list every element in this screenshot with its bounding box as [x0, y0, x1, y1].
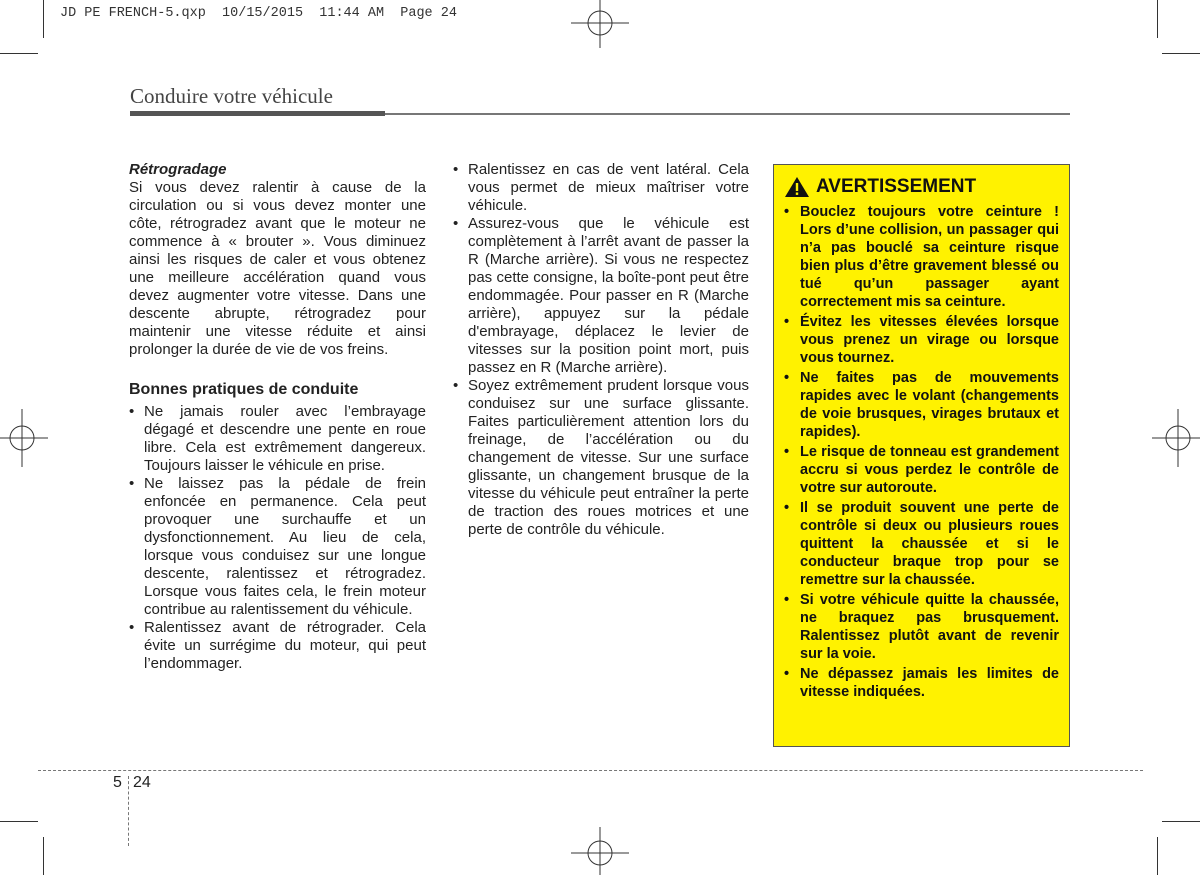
warning-item: • Si votre véhicule quitte la chaussée, ne braquez pas brusquement. Ralentissez plutôt avant de revenir sur la voie.	[784, 591, 1059, 663]
page-number: 24	[133, 774, 151, 791]
crop-mark	[43, 0, 44, 38]
warning-list	[784, 203, 1059, 701]
subheading-retrogradage: Rétrogradage	[129, 161, 227, 178]
crop-mark	[1157, 837, 1158, 875]
warning-box	[773, 164, 1070, 747]
warning-item: • Il se produit souvent une perte de contrôle si deux ou plusieurs roues quittent la chaussée et si le conducteur braque trop pour se remettre sur la chaussée.	[784, 499, 1059, 589]
page-title: Conduire votre véhicule	[130, 84, 333, 108]
warning-item: • Ne dépassez jamais les limites de vitesse indiquées.	[784, 665, 1059, 701]
list-item: • Assurez-vous que le véhicule est complètement à l’arrêt avant de passer la R (Marche arrière). Si vous ne respectez pas cette consigne, la boîte-pont peut être endommagée. Pour passer en R (Marche arrière), appuyez sur la pédale d'embrayage, déplacez le levier de vitesses sur la position point mort, puis passez en R (Marche arrière).	[453, 215, 749, 377]
warning-item: • Bouclez toujours votre ceinture ! Lors d’une collision, un passager qui n’a pas bouclé sa ceinture risque bien plus d’être gravement blessé ou tué qu’un passager ayant correctement mis sa ceinture.	[784, 203, 1059, 311]
footer-rule	[38, 770, 1143, 771]
section-number: 5	[113, 774, 122, 791]
warning-triangle-icon	[784, 176, 810, 198]
list-item: • Ralentissez en cas de vent latéral. Cela vous permet de mieux maîtriser votre véhicule.	[453, 161, 749, 215]
header-rule-thick	[130, 111, 385, 116]
text-column-middle	[453, 161, 749, 539]
section-heading: Bonnes pratiques de conduite	[129, 381, 359, 398]
crop-mark	[43, 837, 44, 875]
crop-mark	[1162, 821, 1200, 822]
warning-title: AVERTISSEMENT	[816, 176, 977, 197]
crop-mark	[1162, 53, 1200, 54]
paragraph-retrogradage: Si vous devez ralentir à cause de la circulation ou si vous devez monter une côte, rétrogradez avant que le moteur ne commence à « brouter ». Vous diminuez ainsi les risques de caler et vous obtenez une meilleure accélération quand vous devez augmenter votre vitesse. Dans une descente abrupte, rétrogradez pour maintenir une vitesse réduite et ainsi prolonger la durée de vie de vos freins.	[129, 179, 426, 358]
list-item: • Ne laissez pas la pédale de frein enfoncée en permanence. Cela peut provoquer une surchauffe et un dysfonctionnement. Au lieu de cela, lorsque vous conduisez sur une longue descente, ralentissez et rétrogradez. Lorsque vous faites cela, le frein moteur contribue au ralentissement du véhicule.	[129, 475, 426, 619]
warning-item: • Le risque de tonneau est grandement accru si vous perdez le contrôle de votre sur autoroute.	[784, 443, 1059, 497]
list-item: • Ralentissez avant de rétrograder. Cela évite un surrégime du moteur, qui peut l’endommager.	[129, 619, 426, 673]
registration-mark-left	[0, 409, 48, 467]
registration-mark-right	[1152, 409, 1200, 467]
crop-mark	[1157, 0, 1158, 38]
bullet-list	[129, 403, 426, 673]
warning-item: • Ne faites pas de mouvements rapides avec le volant (changements de voie brusques, virages brutaux et rapides).	[784, 369, 1059, 441]
header-rule-thin	[385, 113, 1070, 115]
text-column-left	[129, 161, 426, 673]
crop-mark	[0, 821, 38, 822]
list-item: • Soyez extrêmement prudent lorsque vous conduisez sur une surface glissante. Faites particulièrement attention lors du freinage, de l’accélération ou du changement de vitesse. Sur une surface glissante, un changement brusque de la vitesse du véhicule peut entraîner la perte de traction des roues motrices et une perte de contrôle du véhicule.	[453, 377, 749, 539]
warning-item: • Évitez les vitesses élevées lorsque vous prenez un virage ou lorsque vous tournez.	[784, 313, 1059, 367]
registration-mark-bottom	[571, 827, 629, 875]
footer-divider	[128, 776, 129, 846]
list-item: • Ne jamais rouler avec l’embrayage dégagé et descendre une pente en roue libre. Cela est extrêmement dangereux. Toujours laisser le véhicule en prise.	[129, 403, 426, 475]
registration-mark-top	[571, 0, 629, 48]
print-slug: JD PE FRENCH-5.qxp 10/15/2015 11:44 AM Page 24	[60, 6, 457, 21]
bullet-list	[453, 161, 749, 539]
crop-mark	[0, 53, 38, 54]
warning-header	[784, 176, 1059, 198]
